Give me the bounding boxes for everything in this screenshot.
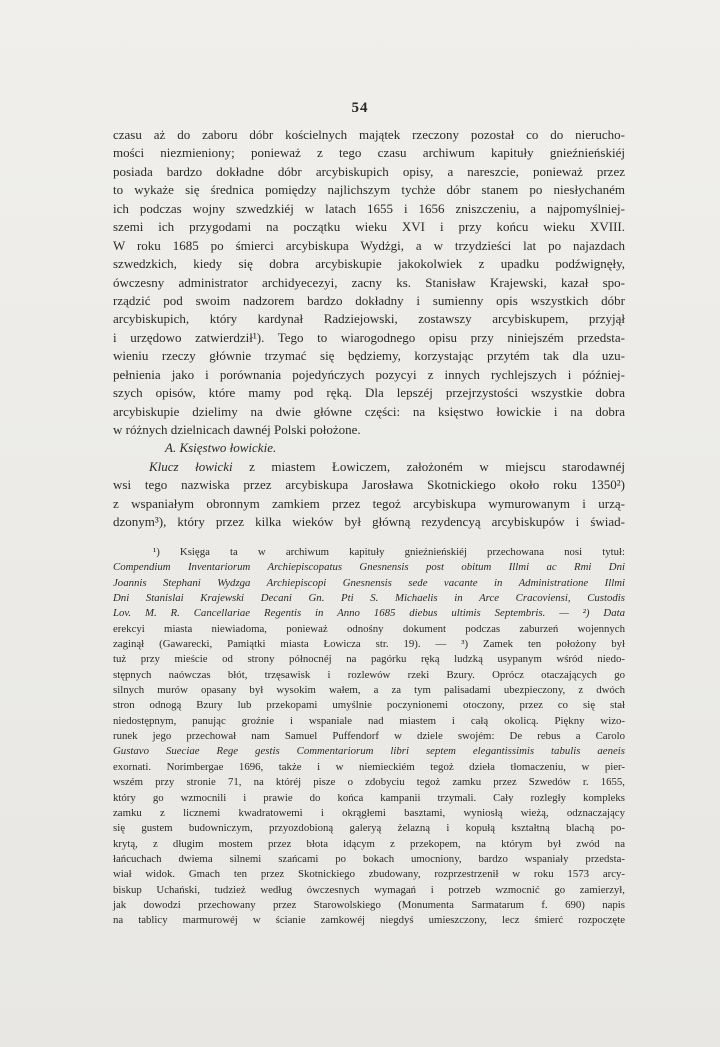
footnote-line: Dni Stanislai Krajewski Decani Gn. Pti S. Michaelis in Arce Cracoviensi, Custodis (113, 592, 625, 605)
footnote-line: biskup Uchański, tudzież według ówczesnych wymagań i potrzeb wzmocnić go zamierzył, (113, 883, 625, 896)
text-line: czasu aż do zaboru dóbr kościelnych majątek rzeczony pozostał co do nierucho- (113, 127, 625, 142)
text-line (113, 458, 625, 476)
footnote-line: tuż przy mieście od strony północnéj na pagórku ręką ludzką usypanym wśród niedo- (113, 653, 625, 666)
footnote-line: Compendium Inventariorum Archiepiscopatus Gnesnensis post obitum Illmi ac Rmi Dni (113, 561, 625, 574)
footnote-line: jak dowodzi przechowany przez Starowolskiego (Monumenta Sarmatarum f. 690) napis (113, 898, 625, 911)
text-line: arcybiskupich, który kardynał Radziejowski, zostawszy arcybiskupem, przyjął (113, 311, 625, 327)
text-line: w różnych dzielnicach dawnéj Polski położone. (113, 422, 361, 437)
footnote-line: stron odnogą Bzury lub przekopami umyślnie poczynionemi otoczony, przez co się stał (113, 699, 625, 712)
text-line: z wspaniałym obronnym zamkiem przez tegoż arcybiskupa wymurowanym i urzą- (113, 495, 625, 511)
main-text (113, 126, 625, 532)
text-line: pełnienia jako i porównania pojedyńczych pozycyi z innych rychlejszych i później- (113, 366, 625, 382)
footnote-line: niedostępnym, panując groźnie i wspaniale nad miastem i całą okolicą. Piękny wizo- (113, 714, 625, 727)
footnote-line: Joannis Stephani Wydzga Archiepiscopi Gnesnensis sede vacante in Administratione Illmi (113, 576, 625, 589)
footnote-line: zaginął (Gawarecki, Pamiątki miasta Łowicza str. 19). — ³) Zamek ten położony był (113, 638, 625, 651)
text-line: arcybiskupie dzielimy na dwie główne części: na księstwo łowickie i na dobra (113, 403, 625, 419)
text-line: W roku 1685 po śmierci arcybiskupa Wydżgi, a w trzydzieści lat po najazdach (113, 237, 625, 253)
footnote-line: który go wzmocnili i prawie do końca kampanii trzymali. Cały rozległy kompleks (113, 791, 625, 804)
section-heading: A. Księstwo łowickie. (165, 440, 277, 456)
text-line: szemi ich przygodami na początku wieku XVI i przy końcu wieku XVIII. (113, 219, 625, 235)
footnote-line: Lov. M. R. Cancellariae Regentis in Anno 1685 diebus ultimis Septembris. — ²) Data (113, 607, 625, 620)
footnote-line: łańcuchach dwiema silnemi szańcami po bokach umocniony, bardzo wspaniały przedsta- (113, 852, 625, 865)
footnote-line: wiał widok. Gmach ten przez Skotnickiego zbudowany, rozprzestrzenił w roku 1573 arcy- (113, 868, 625, 881)
footnote-line: się gustem budowniczym, przyozdobioną galeryą żelazną i kopułą kształtną blachą po- (113, 822, 625, 835)
footnote-line: stępnych naówczas błót, trzęsawisk i rozlewów rzeki Bzury. Oprócz otaczających go (113, 668, 625, 681)
text-line: to wykaże się średnica pomiędzy najlichszym tychże dóbr stanem po niesłychaném (113, 182, 625, 198)
footnote-line: Gustavo Sueciae Rege gestis Commentariorum libri septem elegantissimis tabulis aeneis (113, 745, 625, 758)
text-line: posiada bardzo dokładne dóbr arcybiskupich opisy, a nareszcie, ponieważ przez (113, 163, 625, 179)
text-line: mości niezmieniony; ponieważ z tego czasu archiwum kapituły gnieźnieńskiéj (113, 145, 625, 161)
footnote-line: exornati. Norimbergae 1696, także i w niemieckiém tegoż dzieła tłomaczeniu, w pier- (113, 760, 625, 773)
text-line: i urzędowo zatwierdził¹). Tego to wiarogodnego opisu przy niniejszém przedsta- (113, 329, 625, 345)
text-line: rządzić pod swoim nadzorem bardzo dokładny i sumienny opis wszystkich dóbr (113, 292, 625, 308)
footnote-line: zamku z licznemi kwadratowemi i okrągłemi basztami, wyniosłą wieżą, odznaczający (113, 806, 625, 819)
footnote-line: krytą, z długim mostem przez błota idącym z przekopem, na którym był zwód na (113, 837, 625, 850)
text-line: ówczesny administrator archidyecezyi, zacny ks. Stanisław Krajewski, kazał spo- (113, 274, 625, 290)
footnote-line: na tablicy marmurowéj w ścianie zamkowéj niegdyś umieszczony, lecz śmierć rozpoczęte (113, 914, 625, 927)
text-line: szych opisów, które mamy pod ręką. Dla lepszéj przejrzystości wszystkie dobra (113, 385, 625, 401)
klucz-italic: Klucz łowicki (149, 458, 233, 474)
page-number: 54 (351, 100, 369, 116)
text-line: ich podczas wojny szwedzkiéj w latach 1655 i 1656 zniszczeniu, a najpomyślniej- (113, 200, 625, 216)
footnote-line: ¹) Księga ta w archiwum kapituły gnieźnieńskiéj przechowana nosi tytuł: (153, 546, 625, 558)
text-line: wsi tego nazwiska przez arcybiskupa Jarosława Skotnickiego około roku 1350²) (113, 477, 625, 493)
footnote-line: silnych murów opasany był wysokim wałem, a za tym palisadami ubezpieczony, z dwóch (113, 684, 625, 697)
footnote-line: runek jego przechował nam Samuel Puffendorf w dziele swojém: De rebus a Carolo (113, 730, 625, 743)
text-line: szwedzkich, kiedy się dobra arcybiskupie jakokolwiek z upadku podźwignęły, (113, 256, 625, 272)
footnote-line: wszém przy stronie 71, na któréj pisze o zdobyciu tegoż zamku przez Szwedów r. 1655, (113, 776, 625, 789)
footnotes (113, 545, 625, 929)
text-line: dzonym³), który przez kilka wieków był główną rezydencyą arcybiskupów i świad- (113, 514, 625, 530)
klucz-line-text: z miastem Łowiczem, założoném w miejscu starodawnéj (249, 458, 625, 474)
footnote-line: erekcyi miasta niewiadoma, ponieważ odnośny dokument podczas zaburzeń wojennych (113, 622, 625, 635)
text-line: wieniu rzeczy głównie trzymać się będziemy, korzystając przytém tak dla uzu- (113, 348, 625, 364)
